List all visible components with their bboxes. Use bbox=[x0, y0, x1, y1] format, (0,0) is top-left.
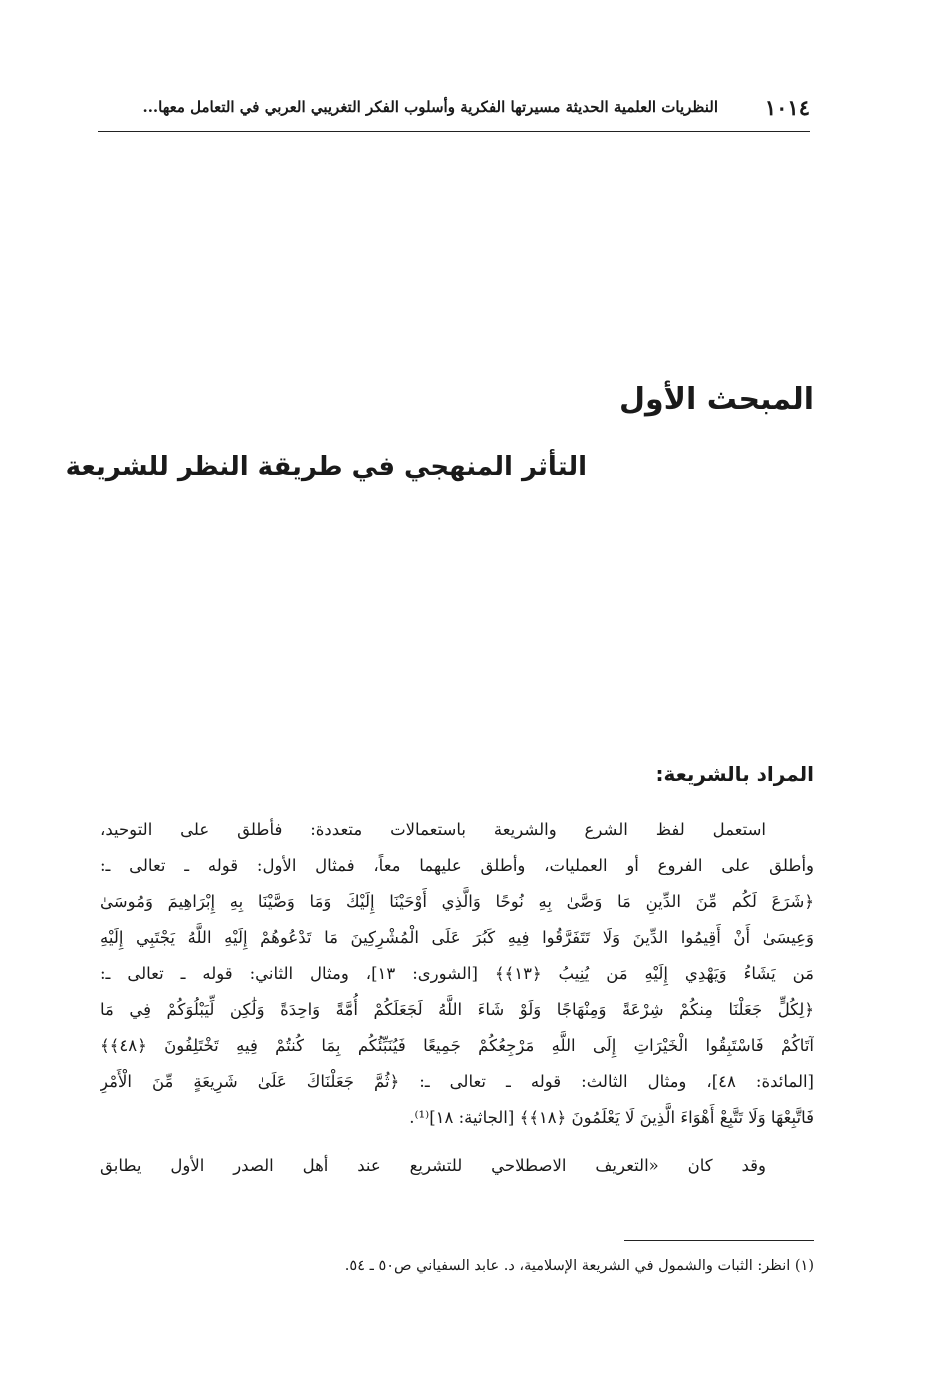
page-number: ١٠١٤ bbox=[764, 95, 810, 120]
page-header bbox=[98, 95, 810, 132]
text-line: استعمل لفظ الشرع والشريعة باستعمالات متعددة: فأطلق على التوحيد، bbox=[100, 820, 766, 839]
section-subtitle: التأثر المنهجي في طريقة النظر للشريعة bbox=[65, 452, 587, 482]
footnote-divider bbox=[624, 1240, 814, 1241]
quran-verse-line: آتَاكُمْ فَاسْتَبِقُوا الْخَيْرَاتِ إِلَى اللَّهِ مَرْجِعُكُمْ جَمِيعًا فَيُنَبِّئُكُم بِمَا كُنتُمْ فِيهِ تَخْتَلِفُونَ ﴿٤٨﴾﴾ bbox=[100, 1036, 814, 1055]
text-line: وقد كان «التعريف الاصطلاحي للتشريع عند أهل الصدر الأول يطابق bbox=[100, 1156, 766, 1175]
subsection-heading: المراد بالشريعة: bbox=[655, 762, 814, 786]
text-line: مَن يَشَاءُ وَيَهْدِي إِلَيْهِ مَن يُنِيبُ ﴿١٣﴾﴾ [الشورى: ١٣]، ومثال الثاني: قوله ـ تعالى ـ: bbox=[100, 964, 814, 983]
quran-verse-line: وَعِيسَىٰ أَنْ أَقِيمُوا الدِّينَ وَلَا تَتَفَرَّقُوا فِيهِ كَبُرَ عَلَى الْمُشْرِكِينَ مَا تَدْعُوهُمْ إِلَيْهِ اللَّهُ يَجْتَبِي إِلَيْهِ bbox=[100, 928, 814, 947]
text-line: وأطلق على الفروع أو العمليات، وأطلق عليهما معاً، فمثال الأول: قوله ـ تعالى ـ: bbox=[100, 856, 814, 875]
text-line: [المائدة: ٤٨]، ومثال الثالث: قوله ـ تعالى ـ: ﴿ثُمَّ جَعَلْنَاكَ عَلَىٰ شَرِيعَةٍ مِّنَ الْأَمْرِ bbox=[100, 1072, 814, 1091]
text-line: فَاتَّبِعْهَا وَلَا تَتَّبِعْ أَهْوَاءَ الَّذِينَ لَا يَعْلَمُونَ ﴿١٨﴾﴾ [الجاثية: ١٨]⁽¹⁾. bbox=[409, 1108, 814, 1127]
section-heading: المبحث الأول bbox=[618, 382, 814, 417]
quran-verse-line: ﴿شَرَعَ لَكُم مِّنَ الدِّينِ مَا وَصَّىٰ بِهِ نُوحًا وَالَّذِي أَوْحَيْنَا إِلَيْكَ وَمَا وَصَّيْنَا بِهِ إِبْرَاهِيمَ وَمُوسَىٰ bbox=[100, 892, 814, 911]
body-text bbox=[100, 812, 814, 1184]
footnote: (١) انظر: الثبات والشمول في الشريعة الإسلامية، د. عابد السفياني ص٥٠ ـ ٥٤. bbox=[344, 1258, 814, 1274]
quran-verse-line: ﴿لِكُلٍّ جَعَلْنَا مِنكُمْ شِرْعَةً وَمِنْهَاجًا وَلَوْ شَاءَ اللَّهُ لَجَعَلَكُمْ أُمَّةً وَاحِدَةً وَلَٰكِن لِّيَبْلُوَكُمْ فِي مَا bbox=[100, 1000, 814, 1019]
running-title: النظريات العلمية الحديثة مسيرتها الفكرية وأسلوب الفكر التغريبي العربي في التعامل معها... bbox=[142, 98, 718, 116]
